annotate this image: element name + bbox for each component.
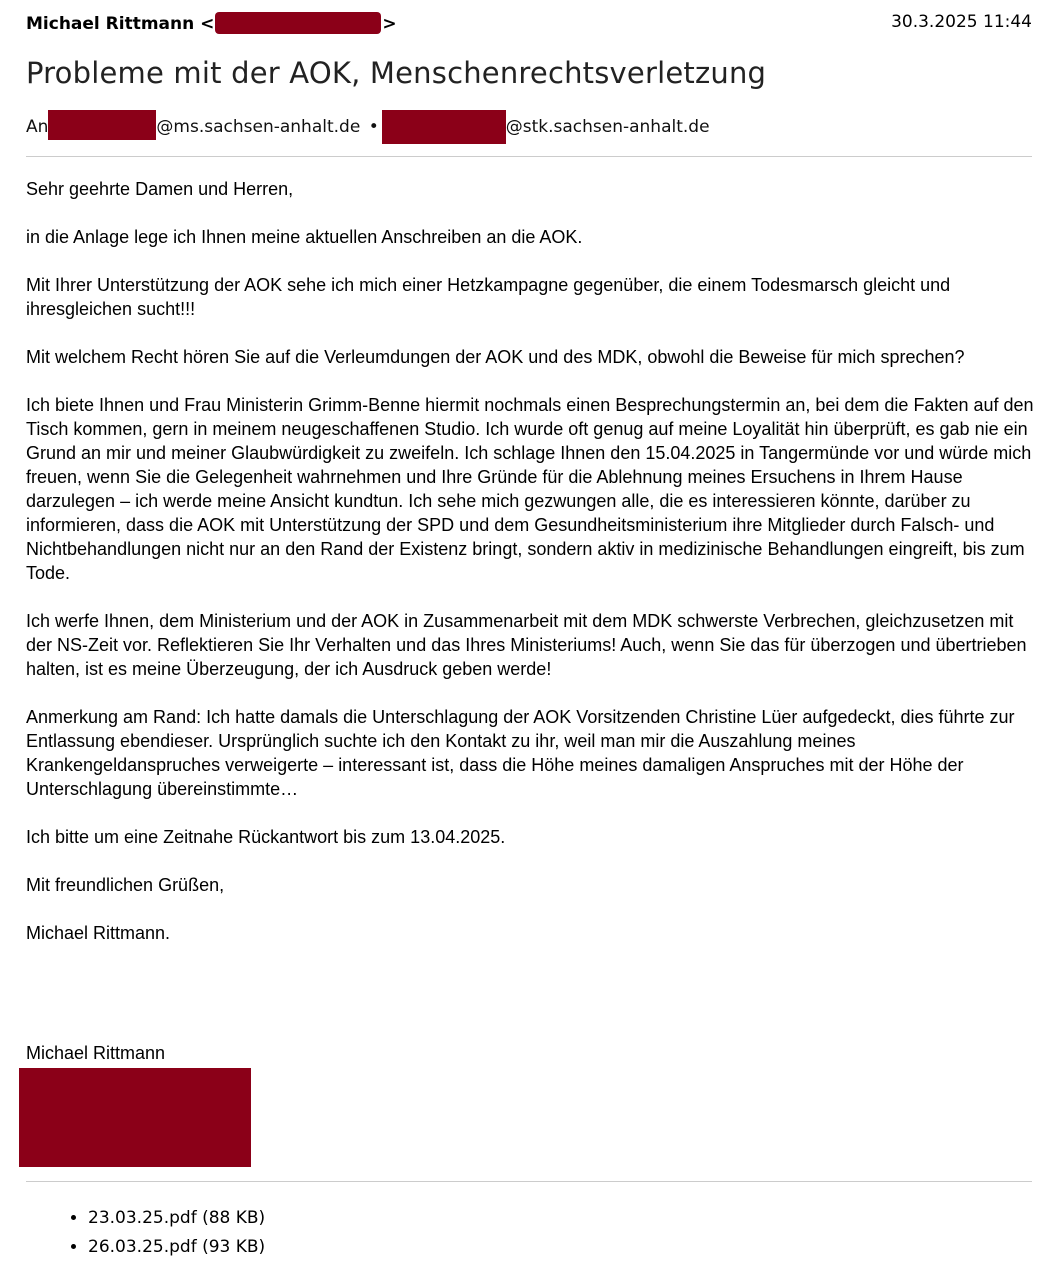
- body-paragraph: Michael Rittmann.: [26, 923, 171, 943]
- recipient-2-domain[interactable]: @stk.sachsen-anhalt.de: [505, 117, 710, 137]
- attachment-item[interactable]: • 23.03.25.pdf (88 KB): [88, 1204, 265, 1233]
- recipients-prefix: An: [26, 117, 49, 137]
- sender-email-close: >: [382, 14, 397, 34]
- body-paragraph: Ich bitte um eine Zeitnahe Rückantwort bis zum 13.04.2025.: [26, 827, 506, 847]
- email-date: 30.3.2025 11:44: [891, 12, 1032, 32]
- recipient-1-domain[interactable]: @ms.sachsen-anhalt.de: [156, 117, 361, 137]
- email-header: [26, 10, 1032, 38]
- recipient-separator: •: [368, 117, 379, 137]
- body-paragraph: Mit Ihrer Unterstützung der AOK sehe ich mich einer Hetzkampagne gegenüber, die einem Todesmarsch gleicht und ihresgleichen sucht!!!: [26, 275, 951, 319]
- redacted-signature-block: [19, 1068, 251, 1167]
- attachments-divider: [26, 1181, 1032, 1182]
- body-paragraph: Mit welchem Recht hören Sie auf die Verleumdungen der AOK und des MDK, obwohl die Beweise für mich sprechen?: [26, 347, 965, 367]
- body-paragraph: Sehr geehrte Damen und Herren,: [26, 179, 294, 199]
- body-paragraph: Ich werfe Ihnen, dem Ministerium und der AOK in Zusammenarbeit mit dem MDK schwerste Verbrechen, gleichzusetzen mit der NS-Zeit vor. Reflektieren Sie Ihr Verhalten und das Ihres Ministeriums! Auch, wenn Sie das für überzogen und übertrieben halten, ist es meine Überzeugung, der ich Ausdruck geben werde!: [26, 611, 1027, 679]
- body-paragraph: in die Anlage lege ich Ihnen meine aktuellen Anschreiben an die AOK.: [26, 227, 583, 247]
- email-subject: Probleme mit der AOK, Menschenrechtsverletzung: [26, 56, 767, 90]
- attachment-item[interactable]: • 26.03.25.pdf (93 KB): [88, 1233, 265, 1262]
- sender-name: Michael Rittmann <: [26, 14, 215, 34]
- header-divider: [26, 156, 1032, 157]
- redacted-recipient-1: [48, 110, 156, 140]
- sender[interactable]: [26, 12, 397, 34]
- recipients: [26, 110, 710, 144]
- body-paragraph: Ich biete Ihnen und Frau Ministerin Grimm-Benne hiermit nochmals einen Besprechungstermin an, bei dem die Fakten auf den Tisch kommen, gern in meinem neugeschaffenen Studio. Ich wurde oft genug auf meine Loyalität hin überprüft, es gab nie ein Grund an mir und meiner Glaubwürdigkeit zu zweifeln. Ich schlage Ihnen den 15.04.2025 in Tangermünde vor und würde mich freuen, wenn Sie die Gelegenheit wahrnehmen und Ihre Gründe für die Ablehnung meines Ersuchens in Ihrem Hause darzulegen – ich werde meine Ansicht kundtun. Ich sehe mich gezwungen alle, die es interessieren könnte, darüber zu informieren, dass die AOK mit Unterstützung der SPD und dem Gesundheitsministerium ihre Mitglieder durch Falsch- und Nichtbehandlungen nicht nur an den Rand der Existenz bringt, sondern aktiv in medizinische Behandlungen eingreift, bis zum Tode.: [26, 395, 1034, 583]
- redacted-sender-email: [215, 12, 381, 34]
- signature-name: Michael Rittmann: [26, 1043, 166, 1063]
- attachment-list: [66, 1204, 265, 1262]
- email-body: [26, 177, 1036, 969]
- body-paragraph: Mit freundlichen Grüßen,: [26, 875, 225, 895]
- body-paragraph: Anmerkung am Rand: Ich hatte damals die Unterschlagung der AOK Vorsitzenden Christine Lüer aufgedeckt, dies führte zur Entlassung ebendieser. Ursprünglich suchte ich den Kontakt zu ihr, weil man mir die Auszahlung meines Krankengeldanspruches verweigerte – interessant ist, dass die Höhe meines damaligen Anspruches mit der Höhe der Unterschlagung übereinstimmte…: [26, 707, 1015, 799]
- redacted-recipient-2: [382, 110, 506, 144]
